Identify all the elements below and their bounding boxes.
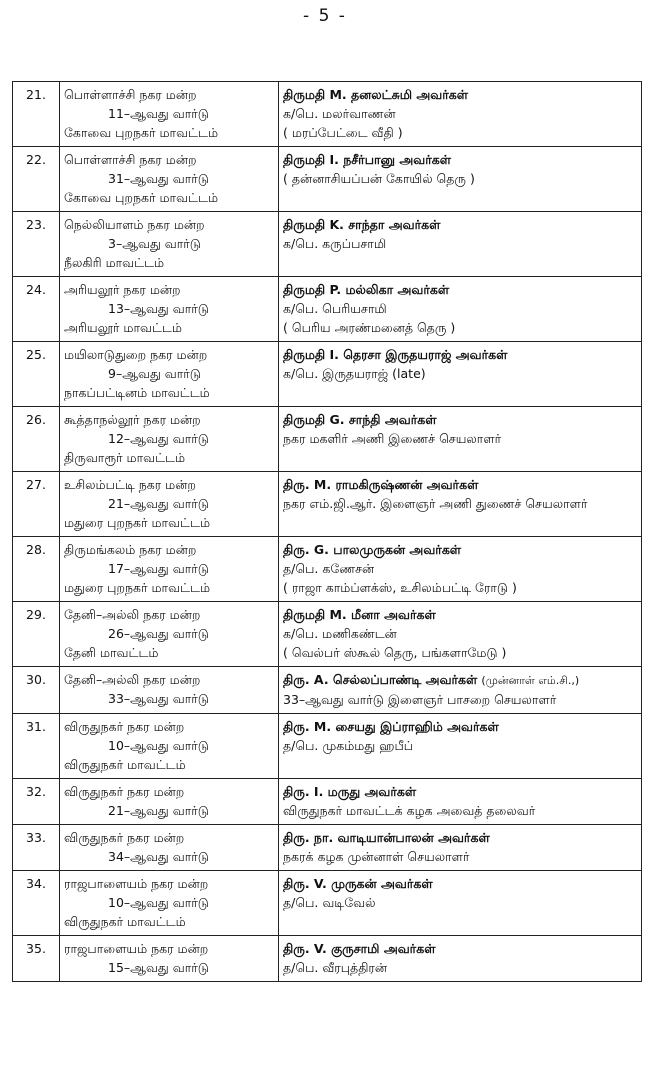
table-row [13, 602, 642, 667]
ward-cell [60, 602, 279, 667]
table-row [13, 212, 642, 277]
person-cell [279, 82, 642, 147]
person-cell [279, 825, 642, 871]
serial-number: 35. [13, 936, 60, 982]
person-name-note: (முன்னாள் எம்.சி.,) [481, 674, 580, 687]
person-detail: க/பெ. மலர்வாணன் [283, 106, 396, 121]
municipality-label: தேனி–அல்லி நகர மன்ற [64, 672, 201, 687]
table-row [13, 871, 642, 936]
district-label: விருதுநகர் மாவட்டம் [64, 757, 186, 772]
person-detail: த/பெ. வீரபுத்திரன் [283, 960, 388, 975]
person-detail: ( ராஜா காம்ப்ளக்ஸ், உசிலம்பட்டி ரோடு ) [283, 580, 517, 595]
ward-cell [60, 147, 279, 212]
municipality-label: அரியலூர் நகர மன்ற [64, 282, 181, 297]
municipality-label: பொள்ளாச்சி நகர மன்ற [64, 152, 197, 167]
person-detail: க/பெ. பெரியசாமி [283, 301, 387, 316]
person-name-line [283, 215, 637, 234]
district-label: நாகப்பட்டினம் மாவட்டம் [64, 385, 210, 400]
district-label: திருவாரூர் மாவட்டம் [64, 450, 186, 465]
person-cell [279, 667, 642, 714]
person-cell [279, 714, 642, 779]
person-detail: விருதுநகர் மாவட்டக் கழக அவைத் தலைவர் [283, 803, 536, 818]
table-row [13, 277, 642, 342]
ward-number-label: 17–ஆவது வார்டு [108, 561, 209, 576]
person-detail: நகர மகளிர் அணி இணைச் செயலாளர் [283, 431, 502, 446]
person-name-line [283, 874, 637, 893]
ward-number-label: 9–ஆவது வார்டு [108, 366, 201, 381]
municipality-label: விருதுநகர் நகர மன்ற [64, 830, 185, 845]
person-cell [279, 407, 642, 472]
person-cell [279, 342, 642, 407]
person-name-line [283, 280, 637, 299]
ward-cell [60, 277, 279, 342]
person-name-line [283, 410, 637, 429]
person-detail: த/பெ. முகம்மது ஹபீப் [283, 738, 414, 753]
municipality-label: ராஜபாளையம் நகர மன்ற [64, 941, 209, 956]
ward-number-label: 21–ஆவது வார்டு [108, 496, 209, 511]
district-label: அரியலூர் மாவட்டம் [64, 320, 182, 335]
person-name: திரு. M. ராமகிருஷ்ணன் அவர்கள் [283, 477, 479, 492]
person-name: திருமதி P. மல்லிகா அவர்கள் [283, 282, 450, 297]
person-name-line [283, 717, 637, 736]
serial-number: 22. [13, 147, 60, 212]
person-name: திருமதி K. சாந்தா அவர்கள் [283, 217, 441, 232]
person-name-line [283, 782, 637, 801]
ward-number-label: 15–ஆவது வார்டு [108, 960, 209, 975]
person-detail: நகரக் கழக முன்னாள் செயலாளர் [283, 849, 470, 864]
district-label: கோவை புறநகர் மாவட்டம் [64, 125, 219, 140]
serial-number: 26. [13, 407, 60, 472]
person-name: திருமதி G. சாந்தி அவர்கள் [283, 412, 437, 427]
ward-cell [60, 407, 279, 472]
page-number: - 5 - [303, 6, 347, 26]
person-name: திருமதி M. தனலட்சுமி அவர்கள் [283, 87, 469, 102]
ward-cell [60, 871, 279, 936]
ward-number-label: 26–ஆவது வார்டு [108, 626, 209, 641]
person-name: திரு. V. குருசாமி அவர்கள் [283, 941, 436, 956]
person-cell [279, 871, 642, 936]
person-cell [279, 277, 642, 342]
ward-number-label: 13–ஆவது வார்டு [108, 301, 209, 316]
serial-number: 29. [13, 602, 60, 667]
municipality-label: தேனி–அல்லி நகர மன்ற [64, 607, 201, 622]
table-row [13, 82, 642, 147]
person-name-line [283, 605, 637, 624]
serial-number: 28. [13, 537, 60, 602]
person-name-line [283, 540, 637, 559]
person-name-line [283, 828, 637, 847]
person-name: திரு. A. செல்லப்பாண்டி அவர்கள் [283, 672, 478, 687]
district-label: கோவை புறநகர் மாவட்டம் [64, 190, 219, 205]
ward-number-label: 31–ஆவது வார்டு [108, 171, 209, 186]
person-detail: க/பெ. மணிகண்டன் [283, 626, 397, 641]
serial-number: 24. [13, 277, 60, 342]
person-name-line [283, 345, 637, 364]
person-cell [279, 537, 642, 602]
person-cell [279, 602, 642, 667]
municipality-label: விருதுநகர் நகர மன்ற [64, 719, 185, 734]
table-row [13, 936, 642, 982]
person-name: திருமதி I. நசீர்பானு அவர்கள் [283, 152, 452, 167]
ward-cell [60, 472, 279, 537]
person-detail: த/பெ. கணேசன் [283, 561, 375, 576]
serial-number: 25. [13, 342, 60, 407]
municipality-label: கூத்தாநல்லூர் நகர மன்ற [64, 412, 201, 427]
ward-cell [60, 667, 279, 714]
ward-number-label: 21–ஆவது வார்டு [108, 803, 209, 818]
municipality-label: திருமங்கலம் நகர மன்ற [64, 542, 197, 557]
person-detail: ( வெல்பர் ஸ்கூல் தெரு, பங்களாமேடு ) [283, 645, 507, 660]
serial-number: 30. [13, 667, 60, 714]
person-name-line [283, 939, 637, 958]
serial-number: 34. [13, 871, 60, 936]
person-name: திரு. M. சையது இப்ராஹிம் அவர்கள் [283, 719, 499, 734]
district-label: தேனி மாவட்டம் [64, 645, 159, 660]
ward-cell [60, 714, 279, 779]
ward-cell [60, 342, 279, 407]
serial-number: 33. [13, 825, 60, 871]
person-name-line [283, 85, 637, 104]
person-detail: 33–ஆவது வார்டு இளைஞர் பாசறை செயலாளர் [283, 692, 557, 707]
person-detail: நகர எம்.ஜி.ஆர். இளைஞர் அணி துணைச் செயலாளர் [283, 496, 588, 511]
candidates-table-body [13, 82, 642, 982]
ward-cell [60, 537, 279, 602]
ward-number-label: 34–ஆவது வார்டு [108, 849, 209, 864]
person-cell [279, 147, 642, 212]
ward-number-label: 12–ஆவது வார்டு [108, 431, 209, 446]
district-label: நீலகிரி மாவட்டம் [64, 255, 165, 270]
person-detail: த/பெ. வடிவேல் [283, 895, 376, 910]
person-name: திருமதி I. தெரசா இருதயராஜ் அவர்கள் [283, 347, 508, 362]
person-detail: ( மரப்பேட்டை வீதி ) [283, 125, 403, 140]
person-cell [279, 472, 642, 537]
serial-number: 23. [13, 212, 60, 277]
candidates-table [12, 81, 642, 982]
ward-number-label: 10–ஆவது வார்டு [108, 738, 209, 753]
table-row [13, 825, 642, 871]
ward-number-label: 10–ஆவது வார்டு [108, 895, 209, 910]
ward-cell [60, 82, 279, 147]
serial-number: 21. [13, 82, 60, 147]
table-row [13, 714, 642, 779]
serial-number: 32. [13, 779, 60, 825]
ward-cell [60, 212, 279, 277]
person-detail: க/பெ. இருதயராஜ் (late) [283, 366, 426, 381]
person-name-line [283, 475, 637, 494]
municipality-label: ராஜபாளையம் நகர மன்ற [64, 876, 209, 891]
municipality-label: உசிலம்பட்டி நகர மன்ற [64, 477, 196, 492]
person-name-line [283, 670, 637, 690]
serial-number: 27. [13, 472, 60, 537]
municipality-label: விருதுநகர் நகர மன்ற [64, 784, 185, 799]
person-name: திரு. V. முருகன் அவர்கள் [283, 876, 433, 891]
person-cell [279, 212, 642, 277]
person-name-line [283, 150, 637, 169]
district-label: மதுரை புறநகர் மாவட்டம் [64, 515, 210, 530]
municipality-label: பொள்ளாச்சி நகர மன்ற [64, 87, 197, 102]
municipality-label: நெல்லியாளம் நகர மன்ற [64, 217, 205, 232]
ward-cell [60, 936, 279, 982]
person-name: திருமதி M. மீனா அவர்கள் [283, 607, 436, 622]
table-row [13, 537, 642, 602]
ward-number-label: 33–ஆவது வார்டு [108, 691, 209, 706]
person-name: திரு. நா. வாடியான்பாலன் அவர்கள் [283, 830, 490, 845]
person-name: திரு. G. பாலமுருகன் அவர்கள் [283, 542, 462, 557]
person-detail: ( தன்னாசியப்பன் கோயில் தெரு ) [283, 171, 475, 186]
serial-number: 31. [13, 714, 60, 779]
table-row [13, 472, 642, 537]
person-name: திரு. I. மருது அவர்கள் [283, 784, 417, 799]
person-cell [279, 936, 642, 982]
table-row [13, 407, 642, 472]
table-row [13, 342, 642, 407]
ward-cell [60, 779, 279, 825]
table-row [13, 147, 642, 212]
person-detail: க/பெ. கருப்பசாமி [283, 236, 387, 251]
ward-number-label: 11–ஆவது வார்டு [108, 106, 209, 121]
district-label: விருதுநகர் மாவட்டம் [64, 914, 186, 929]
ward-number-label: 3–ஆவது வார்டு [108, 236, 201, 251]
person-detail: ( பெரிய அரண்மனைத் தெரு ) [283, 320, 456, 335]
ward-cell [60, 825, 279, 871]
district-label: மதுரை புறநகர் மாவட்டம் [64, 580, 210, 595]
municipality-label: மயிலாடுதுறை நகர மன்ற [64, 347, 208, 362]
person-cell [279, 779, 642, 825]
table-row [13, 667, 642, 714]
table-row [13, 779, 642, 825]
